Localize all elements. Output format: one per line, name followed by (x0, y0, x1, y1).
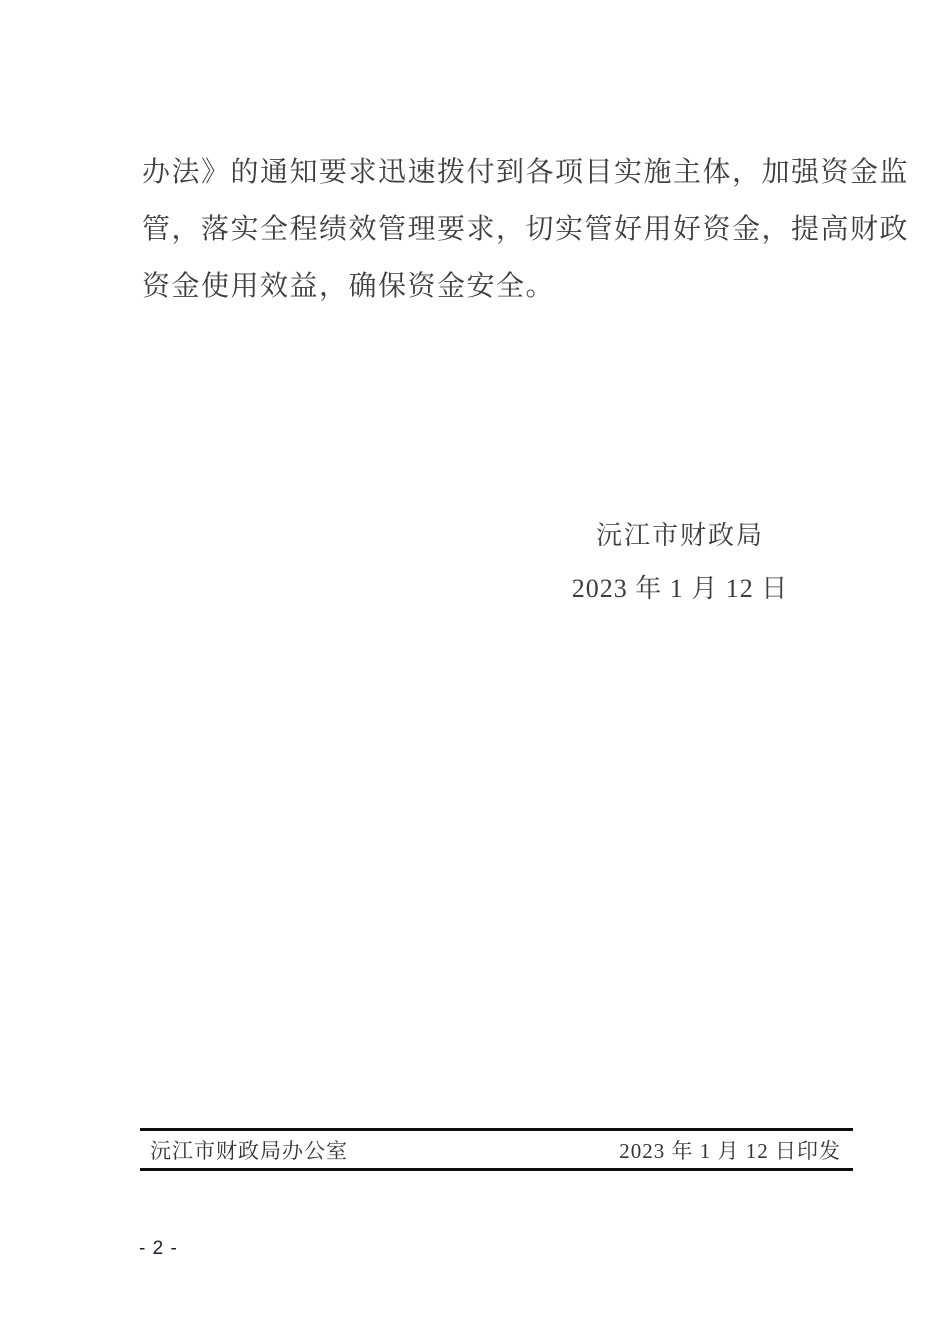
body-line: 资金使用效益，确保资金安全。 (142, 271, 556, 302)
body-line: 办法》的通知要求迅速拨付到各项目实施主体，加强资金监 (142, 157, 910, 188)
colophon-print-date: 2023 年 1 月 12 日印发 (619, 1138, 841, 1163)
colophon-office: 沅江市财政局办公室 (150, 1138, 348, 1163)
issuing-authority: 沅江市财政局 (595, 521, 764, 550)
page-number: - 2 - (139, 1238, 178, 1259)
body-paragraph (142, 144, 910, 315)
issue-date: 2023 年 1 月 12 日 (571, 574, 789, 603)
colophon (140, 1128, 853, 1171)
colophon-row (140, 1131, 853, 1168)
body-line: 管，落实全程绩效管理要求，切实管好用好资金，提高财政 (142, 214, 910, 245)
colophon-bottom-rule (140, 1168, 853, 1171)
signature-block (450, 520, 910, 605)
